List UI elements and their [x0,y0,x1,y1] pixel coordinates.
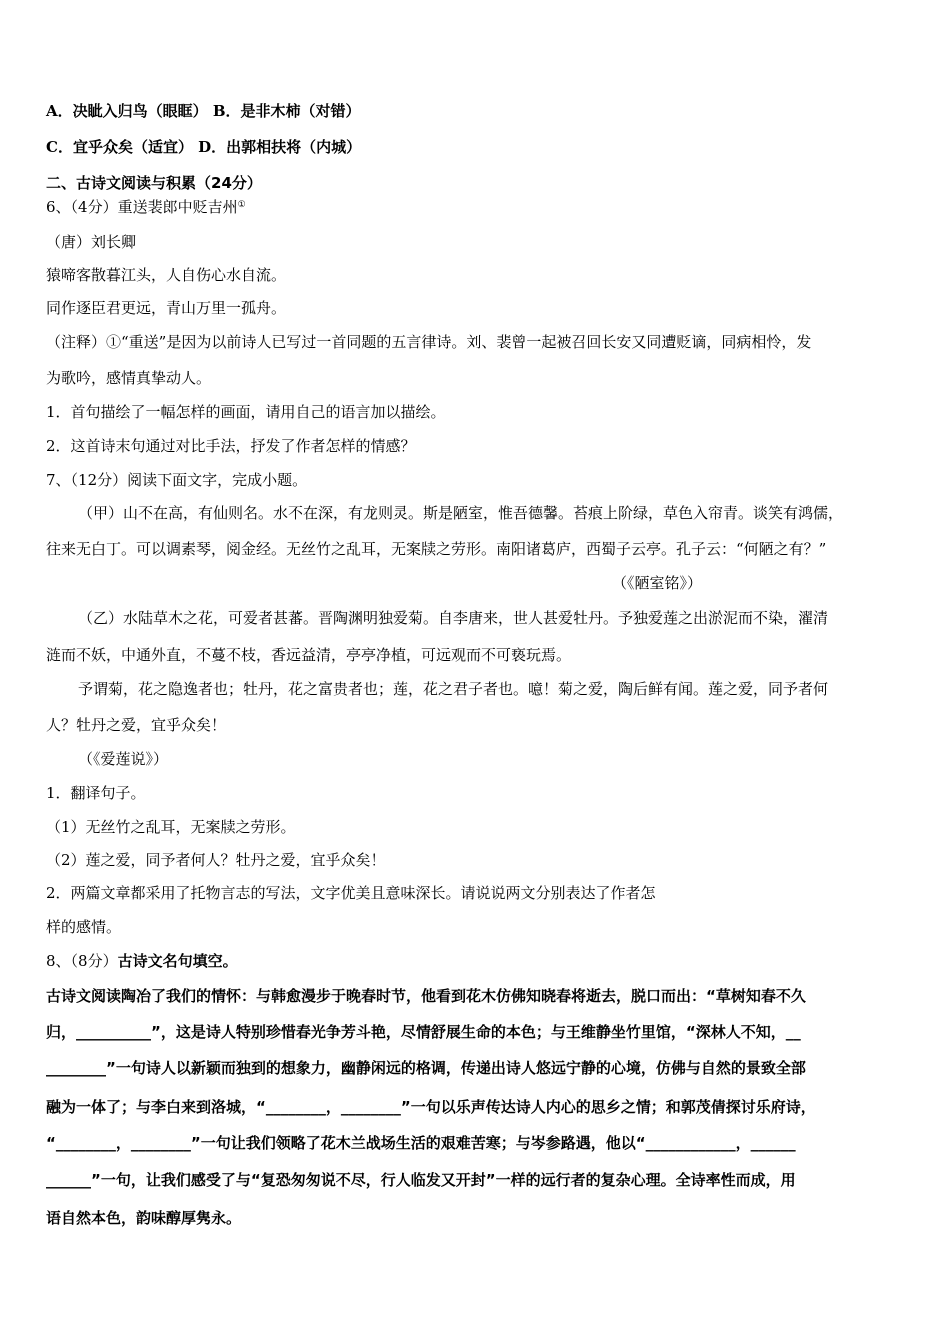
q6-title [46,197,246,217]
q7-passage-a-source: （《陋室铭》） [612,574,703,592]
q8-title [46,951,238,971]
q6-author: （唐）刘长卿 [46,233,137,251]
q7-passage-b-line-2: 涟而不妖，中通外直，不蔓不枝，香远益清，亭亭净植，可远观而不可亵玩焉。 [46,646,572,664]
q7-question-2-line-1: 2．两篇文章都采用了托物言志的写法，文字优美且意味深长。请说说两文分别表达了作者怎 [46,884,656,902]
q6-question-2: 2．这首诗末句通过对比手法，抒发了作者怎样的情感？ [46,437,416,455]
footnote-mark: ① [237,200,246,210]
q5-options-line-1: A．决眦入归鸟（眼眶） B．是非木柿（对错） [46,102,361,120]
q7-passage-b-line-4: 人？牡丹之爱，宜乎众矣！ [46,716,227,734]
q8-line-4: 融为一体了；与李白来到洛城，“________，________”一句以乐声传达诗人内心的思乡之情；和郭茂倩探讨乐府诗， [46,1098,816,1116]
q7-passage-b-source: （《爱莲说》） [78,750,169,768]
q7-question-1-item-2: （2）莲之爱，同予者何人？牡丹之爱，宜乎众矣！ [46,851,386,869]
q6-title-text: 6、（4分）重送裴郎中贬吉州 [46,198,238,216]
q6-note-line-2: 为歌吟，感情真挚动人。 [46,369,212,387]
q7-question-2-line-2: 样的感情。 [46,918,122,936]
q6-poem-line-1: 猿啼客散暮江头，人自伤心水自流。 [46,266,287,284]
q5-options-line-2: C．宜乎众矣（适宜） D．出郭相扶将（内城） [46,138,362,156]
q7-passage-b-line-1: （乙）水陆草木之花，可爱者甚蕃。晋陶渊明独爱菊。自李唐来，世人甚爱牡丹。予独爱莲之出淤泥而不染，濯清 [78,609,829,627]
q8-title-prefix: 8、（8分） [46,952,118,970]
q6-note-line-1: （注释）①“重送”是因为以前诗人已写过一首同题的五言律诗。刘、裴曾一起被召回长安又同遭贬谪，同病相怜，发 [46,333,812,351]
q8-line-7: 语自然本色，韵味醇厚隽永。 [46,1209,242,1227]
q7-passage-a-line-2: 往来无白丁。可以调素琴，阅金经。无丝竹之乱耳，无案牍之劳形。南阳诸葛庐，西蜀子云亭。孔子云：“何陋之有？” [46,540,827,558]
q8-line-5: “________，________”一句让我们领略了花木兰战场生活的艰难苦寒；与岑参路遇，他以“____________，______ [46,1134,796,1152]
q7-title: 7、（12分）阅读下面文字，完成小题。 [46,471,308,489]
q6-question-1: 1．首句描绘了一幅怎样的画面，请用自己的语言加以描绘。 [46,403,446,421]
q7-question-1-item-1: （1）无丝竹之乱耳，无案牍之劳形。 [46,818,296,836]
q8-line-2: 归，__________”，这是诗人特别珍惜春光争芳斗艳，尽情舒展生命的本色；与王维静坐竹里馆，“深林人不知，__ [46,1023,801,1041]
q6-poem-line-2: 同作逐臣君更远，青山万里一孤舟。 [46,299,287,317]
q8-title-bold: 古诗文名句填空。 [117,952,238,970]
q8-line-6: ______”一句，让我们感受了与“复恐匆匆说不尽，行人临发又开封”一样的远行者的复杂心理。全诗率性而成，用 [46,1171,796,1189]
q7-question-1: 1．翻译句子。 [46,784,146,802]
q8-line-3: ________”一句诗人以新颖而独到的想象力，幽静闲远的格调，传递出诗人悠远宁静的心境，仿佛与自然的景致全部 [46,1059,806,1077]
section-heading: 二、古诗文阅读与积累（24分） [46,174,262,192]
q8-line-1: 古诗文阅读陶冶了我们的情怀：与韩愈漫步于晚春时节，他看到花木仿佛知晓春将逝去，脱口而出：“草树知春不久 [46,987,806,1005]
q7-passage-b-line-3: 予谓菊，花之隐逸者也；牡丹，花之富贵者也；莲，花之君子者也。噫！菊之爱，陶后鲜有闻。莲之爱，同予者何 [78,680,829,698]
q7-passage-a-line-1: （甲）山不在高，有仙则名。水不在深，有龙则灵。斯是陋室，惟吾德馨。苔痕上阶绿，草色入帘青。谈笑有鸿儒， [78,504,844,522]
